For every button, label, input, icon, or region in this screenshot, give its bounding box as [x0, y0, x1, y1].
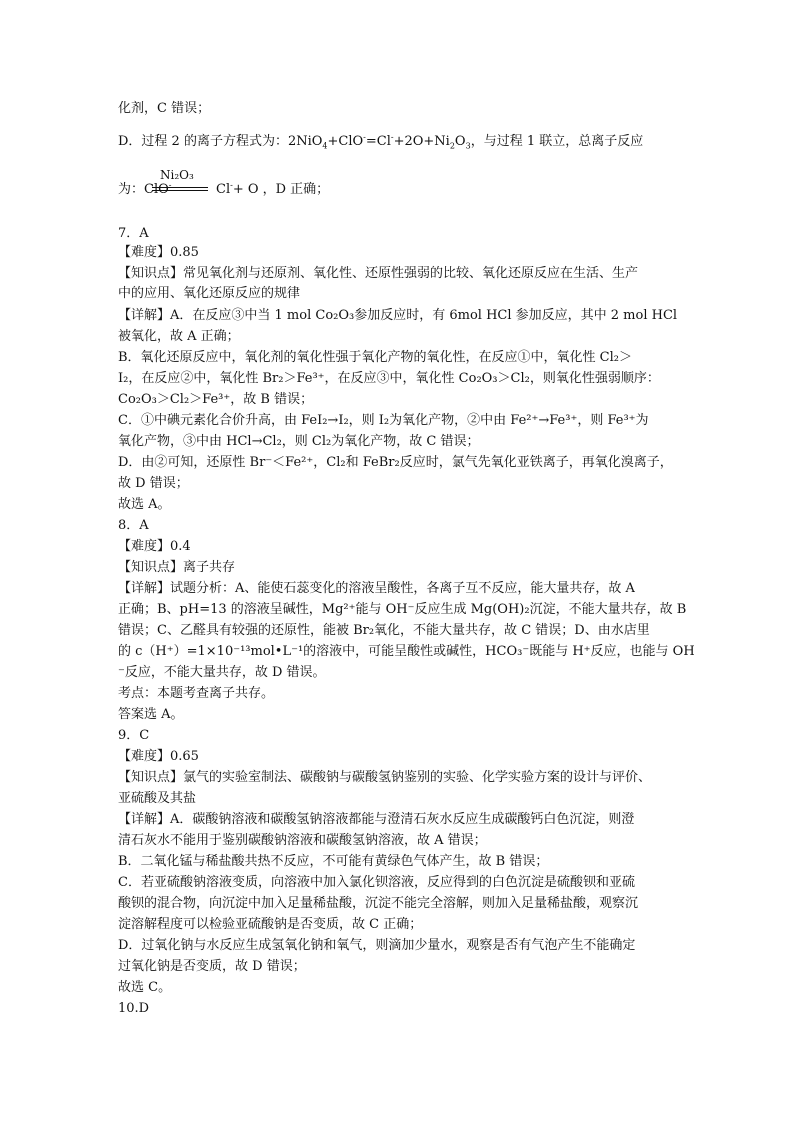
superscript: -: [390, 132, 394, 142]
knowledge-point: 亚硫酸及其盐: [118, 791, 197, 806]
subscript: 4: [322, 141, 328, 151]
explanation-line: 氧化产物，③中由 HCl→Cl₂，则 Cl₂为氧化产物，故 C 错误；: [118, 434, 480, 449]
explanation-line: D．由②可知，还原性 Br⁻＜Fe²⁺，Cl₂和 FeBr₂反应时，氯气先氧化亚铁离子，再氧化溴离子，: [118, 455, 673, 470]
text-span: ，与过程 1 联立，总离子反应: [470, 134, 644, 149]
superscript: -: [168, 180, 172, 190]
question-number: 7．A: [118, 226, 149, 241]
text-line: [216, 180, 329, 199]
knowledge-point: 中的应用、氧化还原反应的规律: [118, 286, 301, 301]
difficulty: 【难度】0.65: [118, 749, 199, 764]
text-line: [118, 132, 698, 151]
question-number: 8．A: [118, 518, 149, 533]
explanation-line: 被氧化，故 A 正确；: [118, 329, 240, 344]
explanation-line: C．①中碘元素化合价升高，由 FeI₂→I₂，则 I₂为氧化产物，②中由 Fe²⁺→Fe³⁺，则 Fe³⁺为: [118, 413, 649, 428]
question-number: 10.D: [118, 1001, 150, 1016]
knowledge-point: 【知识点】氯气的实验室制法、碳酸钠与碳酸氢钠鉴别的实验、化学实验方案的设计与评价、: [118, 770, 652, 785]
knowledge-point: 【知识点】离子共存: [118, 560, 236, 575]
difficulty: 【难度】0.4: [118, 539, 191, 554]
explanation-line: C．若亚硫酸钠溶液变质，向溶液中加入氯化钡溶液，反应得到的白色沉淀是硫酸钡和亚硫: [118, 875, 635, 890]
answer-line: 故选 A。: [118, 497, 171, 512]
explanation-line: 正确；B、pH=13 的溶液呈碱性，Mg²⁺能与 OH⁻反应生成 Mg(OH)₂沉淀，不能大量共存，故 B: [118, 602, 687, 617]
text-span: +ClO: [327, 134, 364, 149]
question-number: 9．C: [118, 728, 150, 743]
explanation-line: D．过氧化钠与水反应生成氢氧化钠和氧气，则滴加少量水，观察是否有气泡产生不能确定: [118, 938, 636, 953]
answer-line: 故选 C。: [118, 980, 172, 995]
subscript: 3: [465, 141, 471, 151]
difficulty: 【难度】0.85: [118, 245, 199, 260]
text-line: 化剂，C 错误；: [118, 101, 211, 116]
explanation-line: 过氧化钠是否变质，故 D 错误；: [118, 959, 306, 974]
explanation-line: 故 D 错误；: [118, 476, 189, 491]
text-span: Cl: [216, 182, 231, 197]
superscript: -: [230, 180, 233, 190]
text-span: +2O+Ni: [393, 134, 450, 149]
subscript: 2: [449, 141, 455, 151]
explanation-line: 【详解】A．碳酸钠溶液和碳酸氢钠溶液都能与澄清石灰水反应生成碳酸钙白色沉淀，则澄: [118, 812, 635, 827]
text-line: [118, 180, 171, 199]
catalyst-label: Ni₂O₃: [160, 168, 194, 182]
explanation-line: 【详解】A．在反应③中当 1 mol Co₂O₃参加反应时，有 6mol HCl 参加反应，其中 2 mol HCl: [118, 308, 678, 323]
explanation-line: I₂，在反应②中，氧化性 Br₂＞Fe³⁺，在反应③中，氧化性 Co₂O₃＞Cl₂，则氧化性强弱顺序：: [118, 371, 660, 386]
explanation-line: B．二氧化锰与稀盐酸共热不反应，不可能有黄绿色气体产生，故 B 错误；: [118, 854, 549, 869]
explanation-line: 错误；C、乙醛具有较强的还原性，能被 Br₂氧化，不能大量共存，故 C 错误；D、由水店里: [118, 623, 650, 638]
text-span: D．过程 2 的离子方程式为：2NiO: [118, 134, 323, 149]
explanation-line: 淀溶解程度可以检验亚硫酸钠是否变质，故 C 正确；: [118, 917, 423, 932]
explanation-line: 的 c（H⁺）=1×10⁻¹³mol•L⁻¹的溶液中，可能呈酸性或碱性，HCO₃⁻既能与 H⁺反应，也能与 OH: [118, 644, 695, 659]
explanation-line: 考点：本题考查离子共存。: [118, 686, 275, 701]
text-span: 为：ClO: [118, 182, 169, 197]
text-span: =Cl: [365, 134, 391, 149]
explanation-line: 【详解】试题分析：A、能使石蕊变化的溶液呈酸性，各离子互不反应，能大量共存，故 A: [118, 581, 635, 596]
answer-line: 答案选 A。: [118, 707, 184, 722]
text-span: + O ，D 正确；: [232, 182, 330, 197]
text-span: O: [454, 134, 466, 149]
explanation-line: ⁻反应，不能大量共存，故 D 错误。: [118, 665, 326, 680]
knowledge-point: 【知识点】常见氧化剂与还原剂、氧化性、还原性强弱的比较、氧化还原反应在生活、生产: [118, 266, 639, 281]
superscript: -: [363, 132, 366, 142]
explanation-line: B．氧化还原反应中，氧化剂的氧化性强于氧化产物的氧化性，在反应①中，氧化性 Cl₂＞: [118, 350, 633, 365]
explanation-line: 酸钡的混合物，向沉淀中加入足量稀盐酸，沉淀不能完全溶解，则加入足量稀盐酸，观察沉: [118, 896, 639, 911]
explanation-line: Co₂O₃＞Cl₂＞Fe³⁺，故 B 错误；: [118, 392, 314, 407]
explanation-line: 清石灰水不能用于鉴别碳酸钠溶液和碳酸氢钠溶液，故 A 错误；: [118, 833, 487, 848]
